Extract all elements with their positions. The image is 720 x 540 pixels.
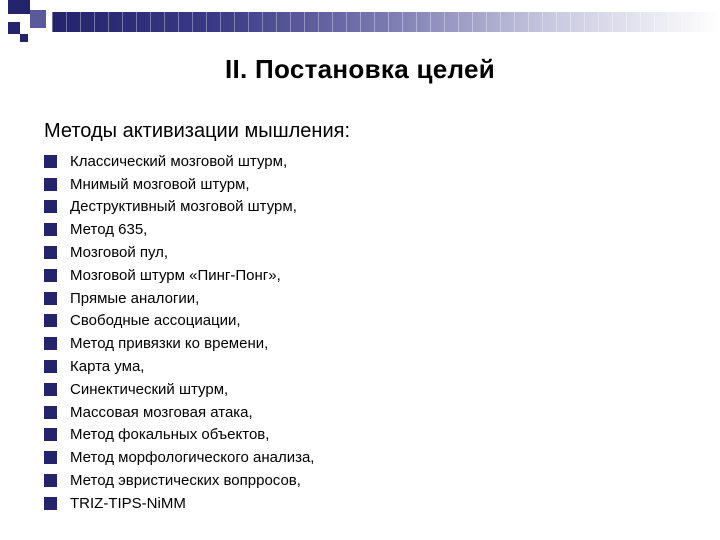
decor-square xyxy=(8,22,20,34)
square-bullet-icon xyxy=(44,497,57,510)
list-item xyxy=(44,355,314,378)
list-item xyxy=(44,401,314,424)
list-item-text: Прямые аналогии, xyxy=(70,289,200,307)
decor-square xyxy=(20,34,28,42)
list-item-text: Метод эвристических вопрросов, xyxy=(70,472,301,490)
list-item xyxy=(44,241,314,264)
list-item-text: Деструктивный мозговой штурм, xyxy=(70,198,297,216)
methods-list xyxy=(44,150,314,515)
list-item xyxy=(44,218,314,241)
decor-square xyxy=(8,0,30,14)
decor-square xyxy=(30,10,46,28)
list-item xyxy=(44,150,314,173)
list-item-text: Метод привязки ко времени, xyxy=(70,335,269,353)
square-bullet-icon xyxy=(44,314,57,327)
square-bullet-icon xyxy=(44,223,57,236)
square-bullet-icon xyxy=(44,360,57,373)
list-item-text: Классический мозговой штурм, xyxy=(70,152,288,170)
list-item xyxy=(44,332,314,355)
list-item-text: Массовая мозговая атака, xyxy=(70,403,253,421)
list-item-text: Метод морфологического анализа, xyxy=(70,449,315,467)
square-bullet-icon xyxy=(44,428,57,441)
list-item-text: Метод 635, xyxy=(70,221,148,239)
list-item-text: Карта ума, xyxy=(70,358,145,376)
square-bullet-icon xyxy=(44,200,57,213)
square-bullet-icon xyxy=(44,246,57,259)
list-item xyxy=(44,469,314,492)
list-item-text: Свободные ассоциации, xyxy=(70,312,241,330)
list-item-text: Мнимый мозговой штурм, xyxy=(70,175,250,193)
square-bullet-icon xyxy=(44,383,57,396)
list-item xyxy=(44,196,314,219)
slide-subtitle: Методы активизации мышления: xyxy=(44,120,351,142)
square-bullet-icon xyxy=(44,451,57,464)
square-bullet-icon xyxy=(44,292,57,305)
slide-title: II. Постановка целей xyxy=(224,54,496,84)
list-item xyxy=(44,446,314,469)
list-item xyxy=(44,424,314,447)
square-bullet-icon xyxy=(44,155,57,168)
list-item xyxy=(44,173,314,196)
square-bullet-icon xyxy=(44,337,57,350)
square-bullet-icon xyxy=(44,406,57,419)
square-bullet-icon xyxy=(44,269,57,282)
list-item-text: Метод фокальных объектов, xyxy=(70,426,270,444)
list-item xyxy=(44,287,314,310)
list-item xyxy=(44,310,314,333)
decor-gradient-ticks xyxy=(52,12,720,32)
list-item xyxy=(44,264,314,287)
square-bullet-icon xyxy=(44,178,57,191)
list-item-text: TRIZ-TIPS-NiMM xyxy=(70,494,186,512)
list-item xyxy=(44,378,314,401)
list-item-text: Мозговой штурм «Пинг-Понг», xyxy=(70,266,281,284)
square-bullet-icon xyxy=(44,474,57,487)
list-item-text: Мозговой пул, xyxy=(70,244,169,262)
list-item xyxy=(44,492,314,515)
list-item-text: Синектический штурм, xyxy=(70,380,229,398)
